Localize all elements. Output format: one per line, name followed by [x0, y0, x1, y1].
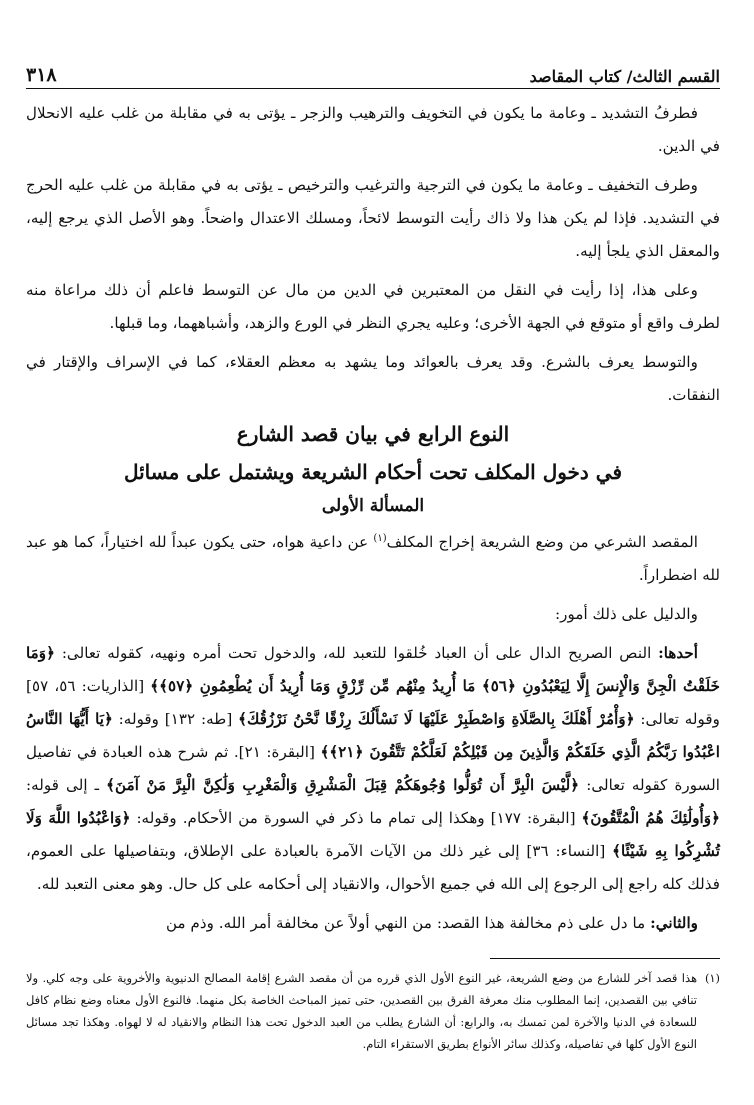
quran-verse-6: ﴿وَاعْبُدُوا اللَّهَ وَلَا تُشْرِكُوا بِهِ شَيْئًا﴾	[26, 809, 720, 861]
verse-ref-6: [النساء: ٣٦] إلى غير ذلك من الآيات الآمرة بالعبادة على الإطلاق، وبتفاصيلها على العموم، فذلك كله راجع إلى الرجوع إلى الله في جميع الأحوال، والانقياد إلى أحكامه على كل حال. وهو معنى التعبد لله.	[26, 842, 720, 894]
intro-text-start: المقصد الشرعي من وضع الشريعة إخراج المكلف	[386, 533, 699, 552]
page-number: ٣١٨	[26, 64, 57, 86]
verse-ref-2: [طه: ١٣٢] وقوله:	[112, 710, 239, 729]
verse-ref-4: ـ إلى قوله:	[26, 776, 107, 795]
second-evidence-text: ما دل على ذم مخالفة هذا القصد: من النهي أولاً عن مخالفة أمر الله. وذم من	[165, 914, 651, 933]
footnote-text: هذا قصد آخر للشارع من وضع الشريعة، غير النوع الأول الذي قرره من أن مقصد الشرع إقامة المصالح الدنيوية والأخروية على وجه كلي. ولا تنافي بين القصدين، إنما المطلوب منك معرفة الفرق بين القصدين، حتى تميز المباحث الخاصة بكل منهما. فالنوع الأول معناه وضع نظام كافل للسعادة في الدنيا والآخرة لمن تمسك به، والرابع: أن الشارع يطلب من العبد الدخول تحت هذا النظام والانقياد له لا لهواه. وهكذا تجد مسائل النوع الأول كلها في تفاصيله، وكذلك سائر الأنواع بطريق الاستقراء التام.	[26, 971, 697, 1052]
quran-verse-1: ﴿وَمَا خَلَقْتُ الْجِنَّ وَالْإِنسَ إِلَّا لِيَعْبُدُونِ ﴿٥٦﴾ مَا أُرِيدُ مِنْهُم مِّن رِّزْقٍ وَمَا أُرِيدُ أَن يُطْعِمُونِ ﴿٥٧﴾﴾	[26, 644, 720, 696]
first-evidence-text: النص الصريح الدال على أن العباد خُلقوا للتعبد لله، والدخول تحت أمره ونهيه، كقوله تعالى:	[55, 644, 659, 663]
paragraph-2: وطرف التخفيف ـ وعامة ما يكون في الترجية والترغيب والترخيص ـ يؤتى به في مقابلة من غلب عليه الحرج في التشديد. فإذا لم يكن هذا ولا ذاك رأيت التوسط لائحاً، ومسلك الاعتدال واضحاً. وهو الأصل الذي يرجع إليه، والمعقل الذي يلجأ إليه.	[26, 176, 720, 260]
second-evidence-lead: والثاني:	[650, 914, 698, 933]
quran-verse-4: ﴿لَّيْسَ الْبِرَّ أَن تُوَلُّوا وُجُوهَكُمْ قِبَلَ الْمَشْرِقِ وَالْمَغْرِبِ وَلَٰكِنَّ الْبِرَّ مَنْ آمَنَ﴾	[106, 776, 580, 795]
paragraph-4: والتوسط يعرف بالشرع. وقد يعرف بالعوائد وما يشهد به معظم العقلاء، كما في الإسراف والإقتار في النفقات.	[26, 353, 720, 404]
section-title-line-2: في دخول المكلف تحت أحكام الشريعة ويشتمل على مسائل	[123, 460, 623, 484]
footnote-divider	[490, 958, 720, 959]
intro-text-end: عن داعية هواه، حتى يكون عبداً لله اختياراً، كما هو عبد لله اضطراراً.	[26, 533, 720, 585]
paragraph-1: فطرفُ التشديد ـ وعامة ما يكون في التخويف والترهيب والزجر ـ يؤتى به في مقابلة من غلب عليه الانحلال في الدين.	[26, 104, 720, 155]
intro-paragraph	[26, 522, 720, 592]
footnote-reference[interactable]: (١)	[373, 533, 387, 544]
evidence-intro: والدليل على ذلك أمور:	[555, 605, 698, 624]
quran-verse-5: ﴿وَأُولَٰئِكَ هُمُ الْمُتَّقُونَ﴾	[581, 809, 721, 828]
verse-ref-1: [الذاريات: ٥٦، ٥٧] وقوله تعالى:	[26, 677, 720, 729]
footnote	[26, 967, 720, 1055]
verse-ref-3: [البقرة: ٢١]. ثم شرح هذه العبادة في تفاصيل السورة كقوله تعالى:	[26, 743, 720, 795]
section-title-line-1: النوع الرابع في بيان قصد الشارع	[236, 422, 510, 446]
verse-ref-5: [البقرة: ١٧٧] وهكذا إلى تمام ما ذكر في السورة من الأحكام. وقوله:	[130, 809, 582, 828]
first-evidence-paragraph	[26, 637, 720, 901]
page	[26, 56, 720, 1085]
running-title: القسم الثالث/ كتاب المقاصد	[529, 67, 720, 86]
quran-verse-3: ﴿يَا أَيُّهَا النَّاسُ اعْبُدُوا رَبَّكُمُ الَّذِي خَلَقَكُمْ وَالَّذِينَ مِن قَبْلِكُمْ لَعَلَّكُمْ تَتَّقُونَ ﴿٢١﴾﴾	[26, 710, 720, 762]
page-header	[26, 56, 720, 89]
second-evidence-paragraph	[26, 907, 720, 940]
first-evidence-lead: أحدها:	[658, 644, 698, 663]
main-text	[26, 97, 720, 940]
quran-verse-2: ﴿وَأْمُرْ أَهْلَكَ بِالصَّلَاةِ وَاصْطَبِرْ عَلَيْهَا لَا نَسْأَلُكَ رِزْقًا نَّحْنُ نَرْزُقُكَ﴾	[238, 710, 635, 729]
paragraph-3: وعلى هذا، إذا رأيت في النقل من المعتبرين في الدين من مال عن التوسط فاعلم أن ذلك مراعاة منه لطرف واقع أو متوقع في الجهة الأخرى؛ وعليه يجري النظر في الورع والزهد، وأشباههما، وما قبلها.	[26, 281, 720, 332]
footnote-number: (١)	[704, 971, 720, 986]
question-title: المسألة الأولى	[321, 496, 425, 516]
